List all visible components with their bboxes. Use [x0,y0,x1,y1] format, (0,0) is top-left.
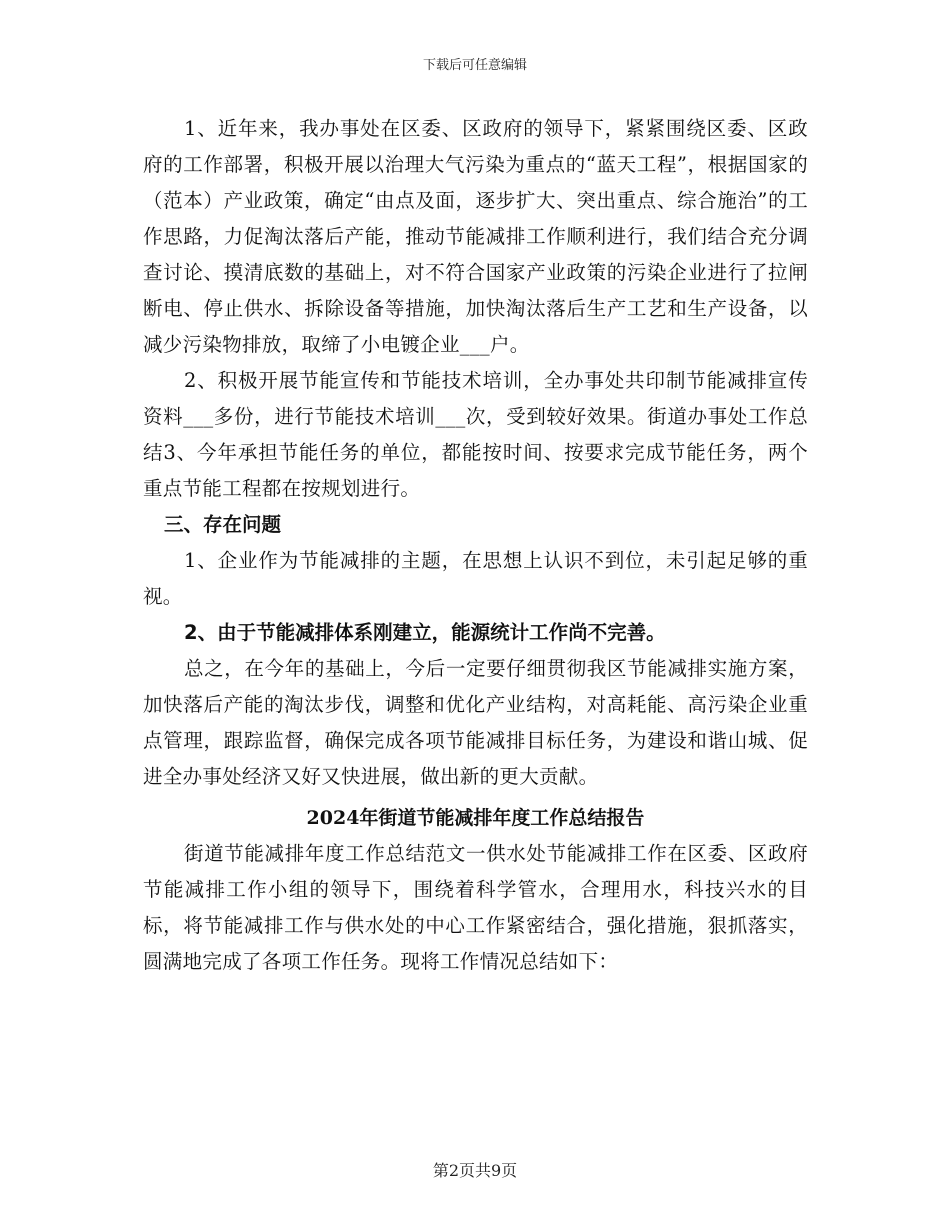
paragraph-5: 总之，在今年的基础上，今后一定要仔细贯彻我区节能减排实施方案，加快落后产能的淘汰步伐，调整和优化产业结构，对高耗能、高污染企业重点管理，跟踪监督，确保完成各项节能减排目标任务，为建设和谐山城、促进全办事处经济又好又快进展，做出新的更大贡献。 [143,657,808,788]
paragraph-6: 街道节能减排年度工作总结范文一供水处节能减排工作在区委、区政府节能减排工作小组的领导下，围绕着科学管水，合理用水，科技兴水的目标，将节能减排工作与供水处的中心工作紧密结合，强化措施，狠抓落实，圆满地完成了各项工作任务。现将工作情况总结如下： [143,842,808,973]
paragraph-3: 1、企业作为节能减排的主题，在思想上认识不到位，未引起足够的重视。 [143,549,808,608]
paragraph-2: 2、积极开展节能宣传和节能技术培训，全办事处共印制节能减排宣传资料___多份，进行节能技术培训___次，受到较好效果。街道办事处工作总结3、今年承担节能任务的单位，都能按时间、按要求完成节能任务，两个重点节能工程都在按规划进行。 [143,369,808,500]
report-title: 2024年街道节能减排年度工作总结报告 [306,807,645,829]
page-header: 下载后可任意编辑 [422,58,527,73]
page-footer: 第2页共9页 [432,1161,518,1180]
document-body [143,111,808,980]
paragraph-1: 1、近年来，我办事处在区委、区政府的领导下，紧紧围绕区委、区政府的工作部署，积极开展以治理大气污染为重点的“蓝天工程”，根据国家的（范本）产业政策，确定“由点及面，逐步扩大、突出重点、综合施治”的工作思路，力促淘汰落后产能，推动节能减排工作顺利进行，我们结合充分调查讨论、摸清底数的基础上，对不符合国家产业政策的污染企业进行了拉闸断电、停止供水、拆除设备等措施，加快淘汰落后生产工艺和生产设备，以减少污染物排放，取缔了小电镀企业___户。 [143,117,808,356]
section-heading-problems: 三、存在问题 [164,513,282,536]
paragraph-4-bold: 2、由于节能减排体系刚建立，能源统计工作尚不完善。 [184,621,666,644]
